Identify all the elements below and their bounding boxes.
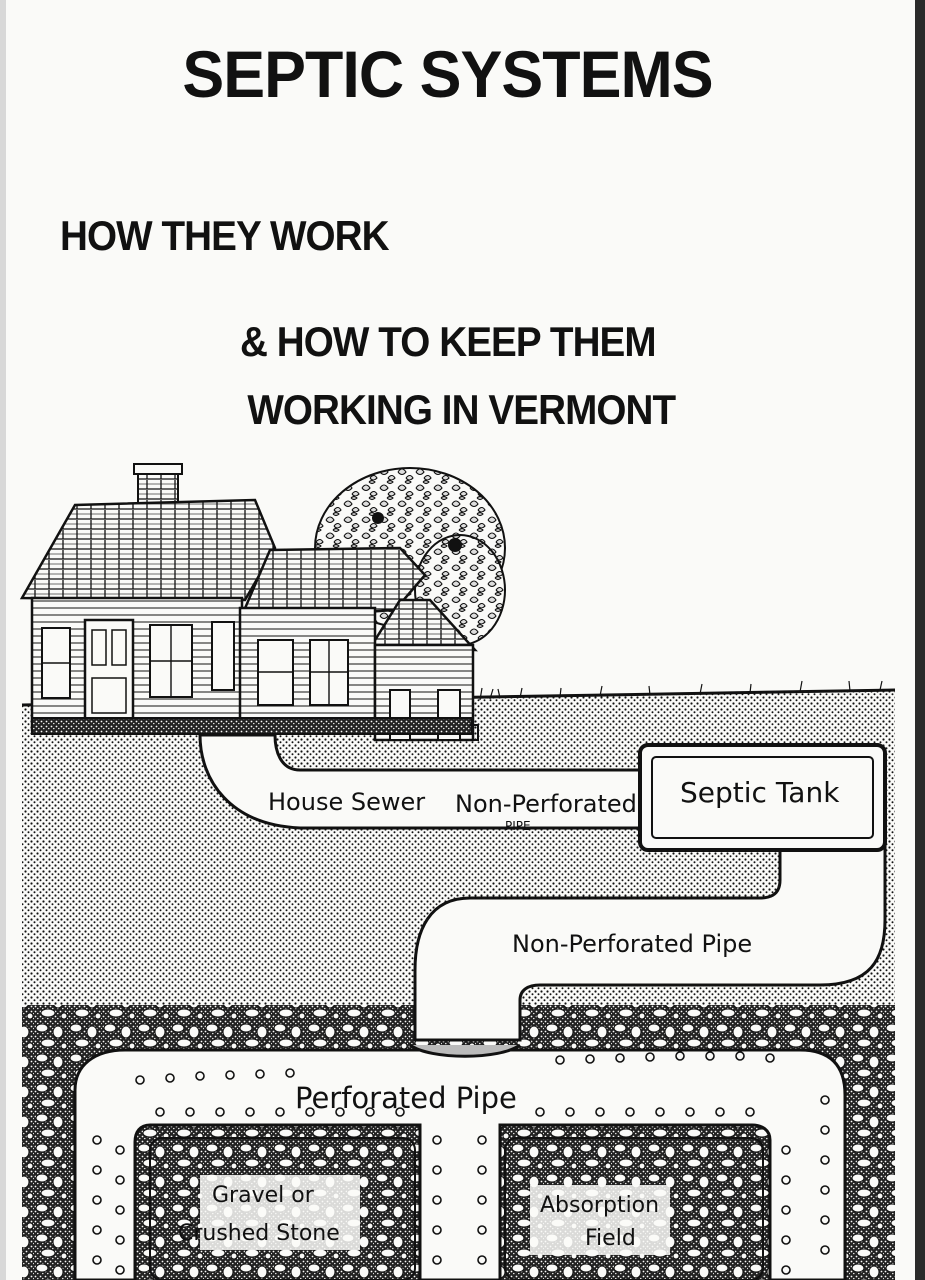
label-gravel-line2: Crushed Stone <box>178 1221 340 1246</box>
label-house-sewer: House Sewer <box>268 788 426 816</box>
label-perforated-pipe: Perforated Pipe <box>295 1081 517 1115</box>
label-septic-tank: Septic Tank <box>680 776 840 809</box>
poster-title: SEPTIC SYSTEMS <box>182 37 713 111</box>
label-non-perforated-pipe: Non-Perforated Pipe <box>512 930 753 958</box>
subtitle-line-2: & HOW TO KEEP THEM <box>240 318 656 365</box>
label-pipe-small: PIPE <box>505 819 531 833</box>
label-gravel-line1: Gravel or <box>212 1183 314 1208</box>
subtitle-how-they-work: HOW THEY WORK <box>60 212 389 259</box>
label-non-perforated-upper: Non-Perforated <box>455 790 637 818</box>
label-absorption-line1: Absorption <box>540 1193 660 1218</box>
label-absorption-line2: Field <box>585 1226 636 1251</box>
septic-system-illustration <box>0 455 925 1280</box>
subtitle-keep-working <box>240 308 675 444</box>
subtitle-line-3: WORKING IN VERMONT <box>247 386 676 433</box>
